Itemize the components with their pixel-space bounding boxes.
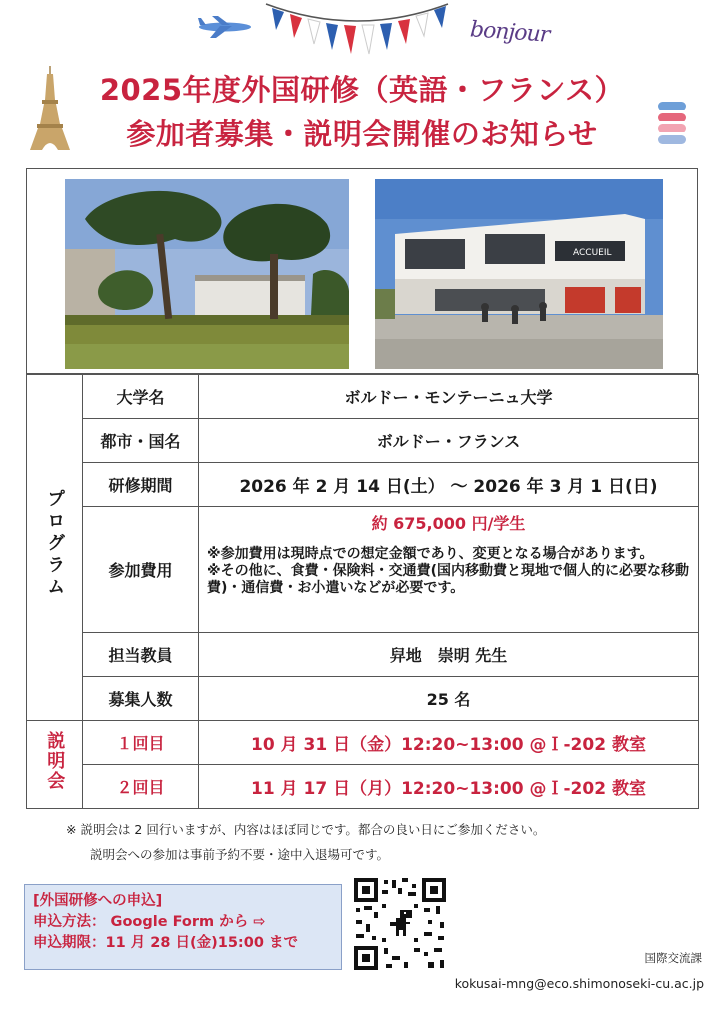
capacity-value: 25 名 [199,677,699,721]
airplane-icon [196,14,254,40]
macarons-icon [652,100,692,146]
office-name: 国際交流課 [644,951,702,965]
fee-cell [199,507,699,633]
accueil-building-photo [375,179,663,369]
table-row [27,507,699,633]
bunting-decoration [262,0,452,60]
teacher-value: 舁地 崇明 先生 [199,633,699,677]
application-box [24,884,342,970]
accueil-sign: ACCUEIL [573,248,612,258]
briefing-section-label: 説明会 [27,721,83,809]
bonjour-text: bonjour [469,17,551,48]
table-row [27,721,699,765]
period-value: 2026 年 2 月 14 日(土） ～ 2026 年 3 月 1 日(日) [199,463,699,507]
title-line-1: 2025年度外国研修（英語・フランス） [99,73,625,107]
campus-trees-photo [65,179,349,369]
capacity-label: 募集人数 [83,677,199,721]
briefing-note-2: 説明会への参加は事前予約不要・途中入退場可です。 [90,847,390,862]
city-country-label: 都市・国名 [83,419,199,463]
application-heading: [外国研修への申込] [33,893,163,909]
fee-label: 参加費用 [83,507,199,633]
table-row [27,463,699,507]
photo-frame [26,168,698,374]
session-1-value: 10 月 31 日（金）12:20~13:00 @Ｉ-202 教室 [199,721,699,765]
application-method[interactable]: 申込方法： Google Form から ⇨ [33,914,266,930]
fee-note-2: ※その他に、食費・保険料・交通費(国内移動費と現地で個人的に必要な移動費)・通信費・お小遣いなどが必要です。 [207,563,690,596]
session-2-label: ２回目 [83,765,199,809]
contact-email-link[interactable]: kokusai-mng@eco.shimonoseki-cu.ac.jp [454,976,704,991]
session-1-label: １回目 [83,721,199,765]
table-row [27,677,699,721]
university-label: 大学名 [83,375,199,419]
teacher-label: 担当教員 [83,633,199,677]
city-country-value: ボルドー・フランス [199,419,699,463]
table-row [27,765,699,809]
table-row [27,419,699,463]
briefing-note-1: ※ 説明会は 2 回行いますが、内容はほぼ同じです。都合の良い日にご参加ください。 [66,822,546,837]
title-line-2: 参加者募集・説明会開催のお知らせ [126,117,598,151]
university-value: ボルドー・モンテーニュ大学 [199,375,699,419]
fee-amount: 約 675,000 円/学生 [371,514,526,533]
program-section-label: プログラム [27,375,83,721]
qr-code-icon[interactable] [352,876,448,972]
fee-note-1: ※参加費用は現時点での想定金額であり、変更となる場合があります。 [207,546,654,562]
application-deadline: 申込期限：11 月 28 日(金)15:00 まで [33,935,298,951]
program-table [26,374,699,809]
table-row [27,375,699,419]
period-label: 研修期間 [83,463,199,507]
table-row [27,633,699,677]
session-2-value: 11 月 17 日（月）12:20~13:00 @Ｉ-202 教室 [199,765,699,809]
